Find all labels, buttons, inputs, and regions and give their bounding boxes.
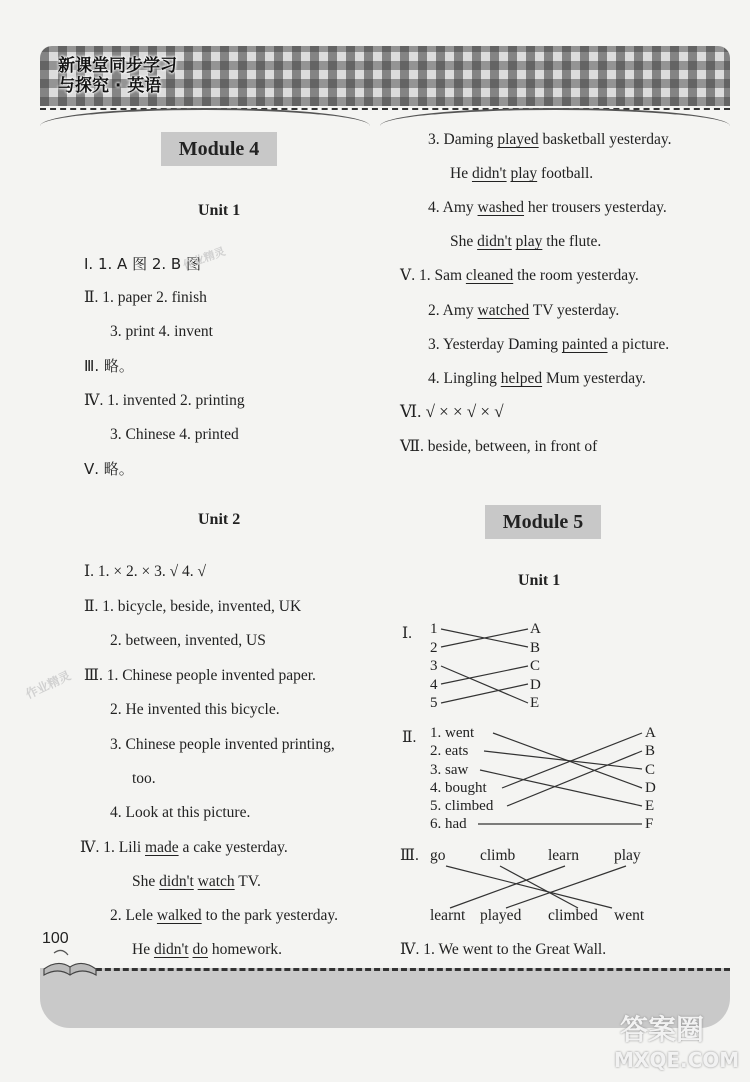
m4u2-line-8: 4. Look at this picture.	[110, 804, 251, 821]
module-4-title: Module 4	[161, 132, 277, 166]
match-word-bottom: went	[614, 907, 645, 924]
text: Lele	[125, 907, 154, 924]
match-item: 1	[430, 621, 438, 637]
underlined-word: played	[497, 131, 539, 148]
text: Daming	[443, 131, 494, 148]
item-number: 2.	[428, 302, 440, 319]
underlined-word: play	[515, 233, 543, 250]
item-number: 1.	[418, 267, 431, 284]
text: homework.	[211, 941, 283, 958]
match-item: 4	[430, 676, 438, 693]
match-word-top: go	[430, 847, 446, 864]
underlined-word: watched	[477, 302, 530, 319]
underlined-word: do	[192, 941, 208, 958]
text: her trousers yesterday.	[527, 199, 667, 216]
match-item: 2. eats	[430, 743, 469, 760]
module-5-title: Module 5	[485, 505, 601, 539]
m4u2-line-5: 2. He invented this bicycle.	[110, 701, 280, 718]
m4u1-line-3: 3. print 4. invent	[110, 323, 213, 340]
text: a cake yesterday.	[182, 839, 288, 856]
text: Lili	[118, 839, 142, 856]
text: TV yesterday.	[532, 302, 620, 319]
match-item: A	[530, 621, 541, 637]
text: Mum yesterday.	[545, 370, 646, 387]
watermark-site: MXQE.COM	[614, 1048, 740, 1072]
underlined-word: walked	[156, 907, 202, 924]
page-number: 100	[42, 930, 69, 947]
m4u1-line-2: Ⅱ. 1. paper 2. finish	[84, 289, 207, 306]
match-item: F	[645, 816, 654, 833]
match-line	[450, 866, 565, 908]
text: the flute.	[546, 233, 602, 250]
match-item: 1. went	[430, 725, 475, 741]
item-number: 3.	[428, 131, 440, 148]
numeral: Ⅳ.	[80, 839, 100, 856]
m4u1-line-1: Ⅰ. 1. A 图 2. B 图	[84, 255, 201, 273]
footer-divider	[60, 968, 730, 971]
m4-vii-line: Ⅶ. beside, between, in front of	[400, 438, 598, 455]
match-item: 2	[430, 639, 438, 656]
m4u2-line-1: Ⅰ. 1. × 2. × 3. √ 4. √	[84, 563, 206, 580]
item-number: 1.	[103, 839, 115, 856]
underlined-word: didn't	[153, 941, 189, 958]
match-item: A	[645, 725, 656, 741]
match-item: 5	[430, 695, 438, 711]
text: He	[450, 165, 469, 182]
match-line	[441, 684, 528, 703]
underlined-word: didn't	[477, 233, 512, 250]
m4u2-line-7: too.	[132, 770, 156, 787]
match-item: D	[530, 676, 541, 693]
match-word-top: play	[614, 847, 641, 864]
numeral: Ⅴ.	[400, 267, 416, 284]
m4u2-line-3: 2. between, invented, US	[110, 632, 266, 649]
text: Lingling	[443, 370, 497, 387]
underlined-word: watch	[197, 873, 235, 890]
match-item: E	[645, 798, 655, 815]
text: Amy	[442, 199, 474, 216]
watermark-small-1: 作业精灵	[181, 244, 228, 273]
underlined-word: cleaned	[465, 267, 514, 284]
item-number: 3.	[428, 336, 440, 353]
m4u2-line-4: Ⅲ. 1. Chinese people invented paper.	[84, 667, 316, 684]
text: football.	[541, 165, 594, 182]
watermark-small-2: 作业精灵	[23, 668, 73, 702]
text: She	[450, 233, 474, 250]
module-4-unit-2-title: Unit 2	[198, 511, 241, 528]
text: TV.	[238, 873, 261, 890]
underlined-word: washed	[477, 199, 525, 216]
match-word-bottom: learnt	[430, 907, 466, 924]
text: He	[132, 941, 151, 958]
m4-vi-line: Ⅵ. √ × × √ × √	[400, 402, 504, 421]
m5-iii-numeral: Ⅲ.	[400, 847, 419, 864]
text: She	[132, 873, 156, 890]
book-title-line2: 与探究 · 英语	[58, 76, 162, 96]
underlined-word: didn't	[471, 165, 507, 182]
match-item: 6. had	[430, 816, 467, 833]
m4u2-line-6: 3. Chinese people invented printing,	[110, 736, 335, 753]
item-number: 2.	[110, 907, 122, 924]
match-item: 3. saw	[430, 761, 469, 778]
match-item: 4. bought	[430, 779, 487, 796]
m4u1-line-7: Ⅴ. 略。	[84, 460, 134, 478]
match-word-bottom: played	[480, 907, 522, 924]
module-4-unit-1-title: Unit 1	[198, 202, 241, 219]
module-5-unit-1-title: Unit 1	[518, 572, 561, 589]
text: the room yesterday.	[517, 267, 639, 284]
underlined-word: helped	[500, 370, 543, 387]
m5-ii-numeral: Ⅱ.	[402, 729, 417, 746]
underlined-word: didn't	[159, 873, 194, 890]
watermark-brand: 答案圈	[620, 1013, 705, 1046]
match-item: 3	[430, 658, 438, 674]
text: a picture.	[611, 336, 670, 353]
item-number: 4.	[428, 370, 440, 387]
match-item: C	[645, 761, 656, 778]
m4u2-line-2: Ⅱ. 1. bicycle, beside, invented, UK	[84, 598, 302, 615]
match-line	[480, 770, 642, 806]
match-line	[446, 866, 612, 908]
match-item: C	[530, 658, 541, 674]
text: Sam	[434, 267, 463, 284]
match-item: B	[530, 639, 541, 656]
book-title-line1: 新课堂同步学习	[58, 56, 177, 76]
match-word-top: climb	[480, 847, 516, 864]
underlined-word: painted	[561, 336, 608, 353]
match-item: D	[645, 779, 656, 796]
text: Amy	[442, 302, 474, 319]
match-word-bottom: climbed	[548, 907, 598, 924]
book-icon	[40, 945, 100, 981]
match-word-top: learn	[548, 847, 579, 864]
m4u1-line-5: Ⅳ. 1. invented 2. printing	[84, 392, 245, 409]
text: Yesterday Daming	[442, 336, 559, 353]
m5-i-numeral: Ⅰ.	[402, 625, 412, 642]
m4u1-line-4: Ⅲ. 略。	[84, 357, 134, 375]
text: to the park yesterday.	[205, 907, 338, 924]
match-line	[484, 751, 642, 769]
underlined-word: made	[145, 839, 179, 856]
item-number: 4.	[428, 199, 440, 216]
match-item: E	[530, 695, 540, 711]
match-line	[441, 666, 528, 684]
text: basketball yesterday.	[542, 131, 672, 148]
match-item: B	[645, 743, 656, 760]
match-item: 5. climbed	[430, 798, 494, 815]
m5-iv-line: Ⅳ. 1. We went to the Great Wall.	[400, 941, 607, 958]
m4u1-line-6: 3. Chinese 4. printed	[110, 426, 239, 443]
underlined-word: play	[510, 165, 538, 182]
match-line	[441, 666, 528, 703]
